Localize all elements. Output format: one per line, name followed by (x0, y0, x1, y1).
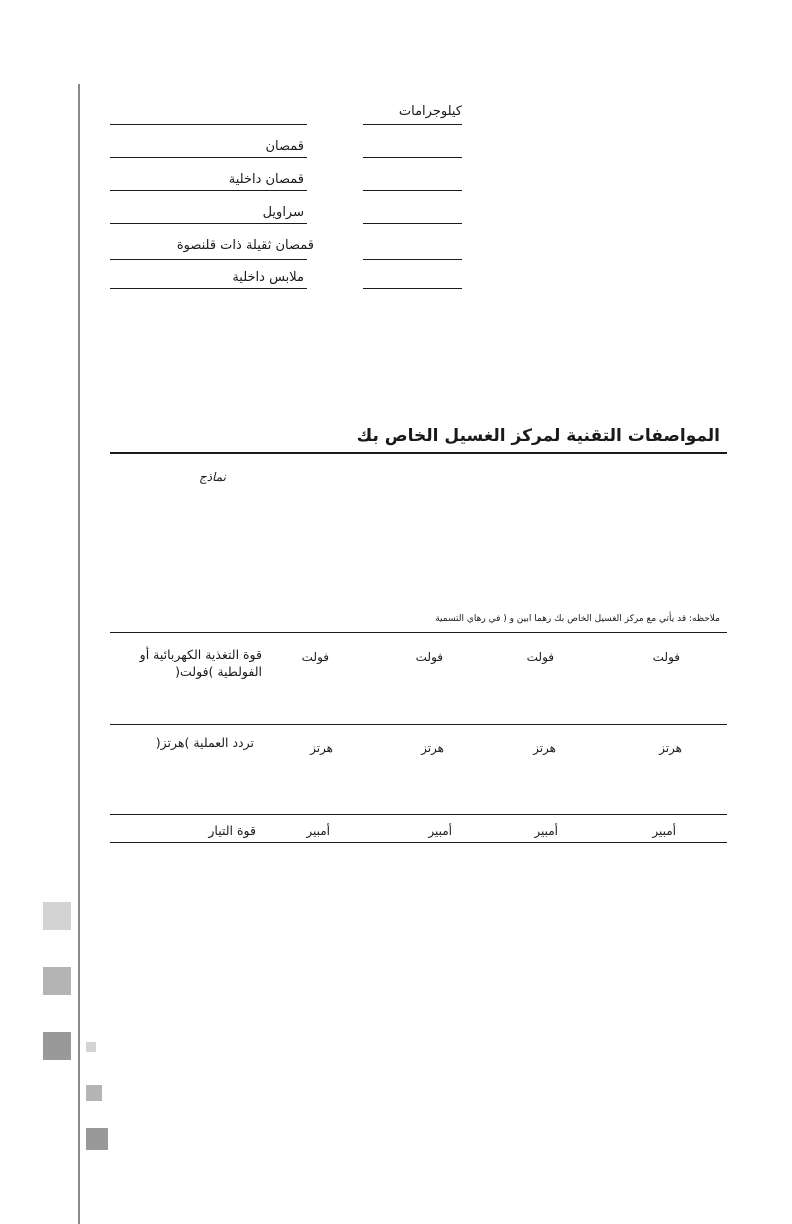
frequency-value: هرتز (659, 741, 682, 755)
margin-square-light (43, 902, 71, 930)
table-top-rule (110, 632, 727, 633)
title-underline (110, 452, 727, 454)
item-name-line (110, 124, 307, 125)
item-line (110, 157, 307, 158)
row-label-voltage: قوة التغذية الكهربائية أو الفولطية )فولت( (139, 647, 262, 679)
kg-column-header: كيلوجرامات (398, 104, 462, 119)
margin-square-dark (43, 1032, 71, 1060)
spec-note: ملاحظه: قد يأتي مع مركز الغسيل الخاص بك رهما ابين و ( في رهاي التسمية (435, 614, 720, 624)
kg-input-underwear[interactable] (363, 288, 462, 289)
margin-square-mid (43, 967, 71, 995)
kg-input-hoodies[interactable] (363, 259, 462, 260)
kg-input-undershirts[interactable] (363, 190, 462, 191)
legend-square-dark (86, 1128, 108, 1150)
voltage-value: فولت (526, 650, 554, 664)
item-label-undershirts: قمصان داخلية (228, 172, 304, 187)
voltage-value: فولت (415, 650, 443, 664)
margin-rule (78, 84, 80, 1224)
models-label: نماذج (198, 470, 226, 484)
legend-square-light (86, 1042, 96, 1052)
table-bottom-rule (110, 842, 727, 843)
frequency-value: هرتز (310, 741, 333, 755)
item-line (110, 223, 307, 224)
legend-square-mid (86, 1085, 102, 1101)
row-label-current: قوة التيار (208, 823, 256, 838)
item-line (110, 288, 307, 289)
item-label-underwear: ملابس داخلية (232, 270, 304, 285)
kg-input-shirts[interactable] (363, 157, 462, 158)
item-line (110, 190, 307, 191)
kg-input-trousers[interactable] (363, 223, 462, 224)
item-label-hoodies: قمصان ثقيلة ذات قلنصوة (176, 238, 314, 253)
frequency-value: هرتز (421, 741, 444, 755)
voltage-value: فولت (652, 650, 680, 664)
current-value: أمبير (652, 824, 676, 838)
current-value: أمبير (306, 824, 330, 838)
table-row-rule (110, 814, 727, 815)
specs-title: المواصفات التقنية لمركز الغسيل الخاص بك (356, 426, 720, 446)
frequency-value: هرتز (533, 741, 556, 755)
voltage-value: فولت (301, 650, 329, 664)
table-row-rule (110, 724, 727, 725)
row-label-frequency: تردد العملية )هرتز( (155, 735, 254, 750)
item-label-shirts: قمصان (265, 139, 304, 154)
item-label-trousers: سراويل (262, 205, 304, 220)
current-value: أمبير (428, 824, 452, 838)
current-value: أمبير (534, 824, 558, 838)
item-line (110, 259, 307, 260)
kg-input-line[interactable] (363, 124, 462, 125)
